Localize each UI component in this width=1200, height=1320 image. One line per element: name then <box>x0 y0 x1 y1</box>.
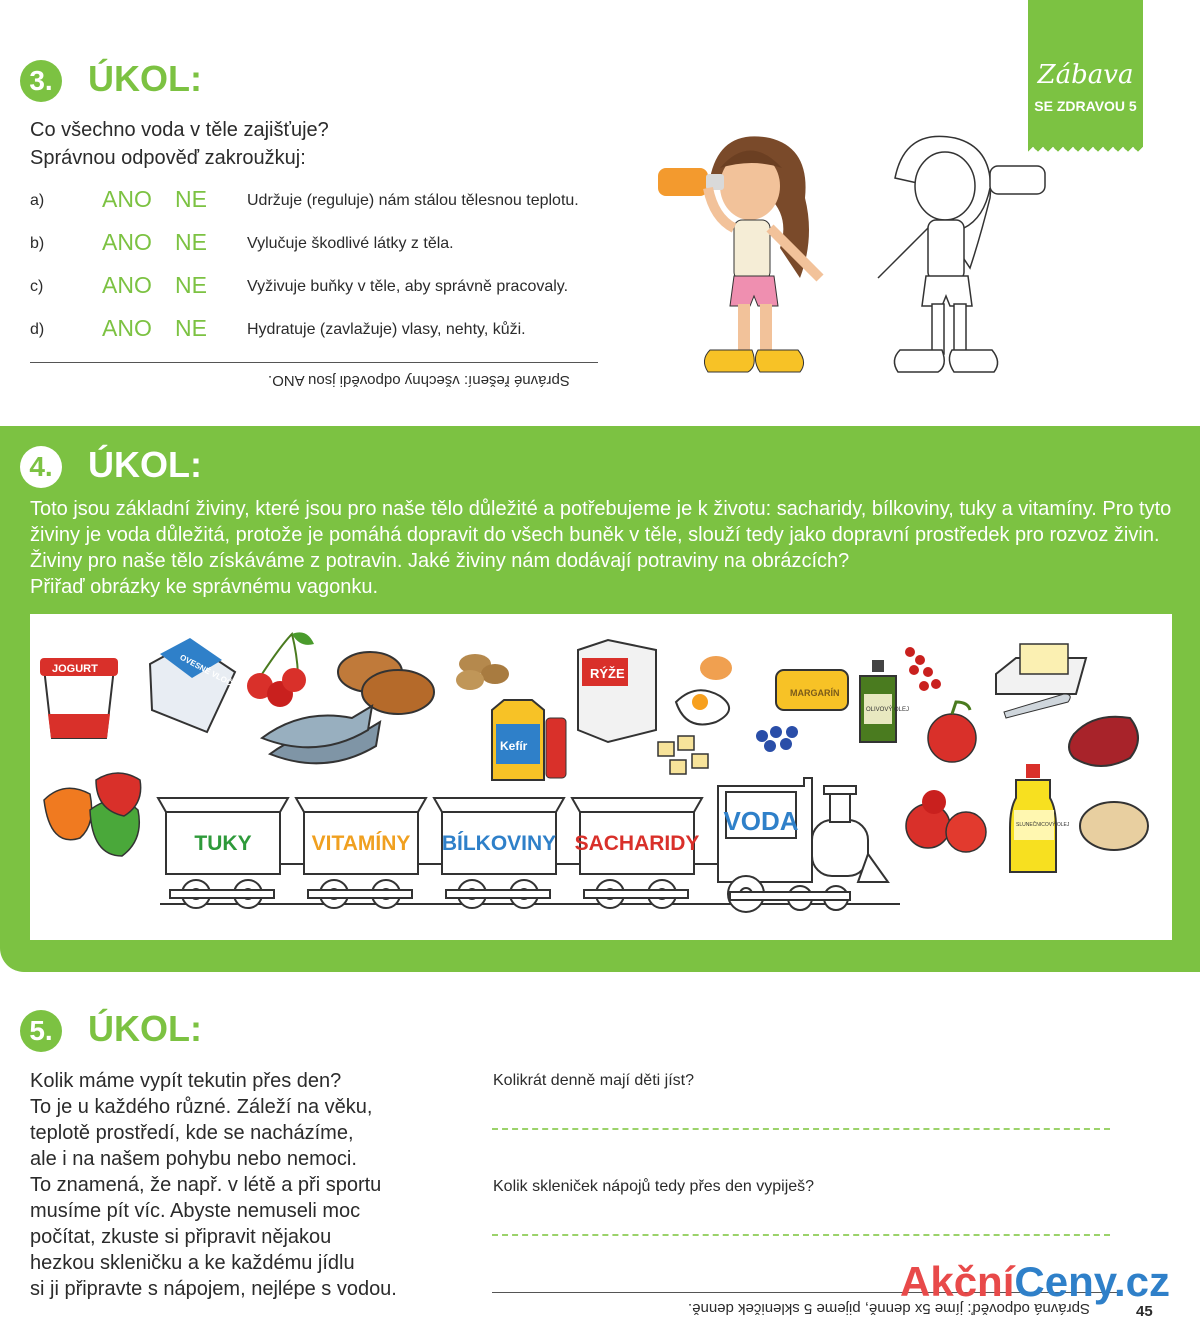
steak-icon <box>1069 717 1138 766</box>
wagon-label-proteins: BÍLKOVINY <box>441 832 557 855</box>
oats-bag-icon <box>150 638 244 732</box>
task-5-text-line: To znamená, že např. v létě a při sportu <box>30 1174 382 1196</box>
yogurt-icon <box>40 658 118 738</box>
ribbon-title: Zábava <box>1037 60 1134 90</box>
food-train-panel <box>30 614 1172 940</box>
answer-no[interactable]: NE <box>175 272 207 298</box>
task-4-paragraph: Toto jsou základní živiny, které jsou pro naše tělo důležité a potřebujeme je k životu: sacharidy, bílkoviny, tuky a vitamíny. Pro tyto živiny je voda důležitá, protože je pomáhá dopravit do všech buněk v těle, slouží tedy jako dopravní prostředek pro rozvoz živin. Živiny pro naše tělo získáváme z potravin. Jaké živiny nám dodávají potraviny na obrázcích? <box>30 498 1172 572</box>
egg-icon <box>676 656 732 725</box>
cherries-icon <box>247 632 314 707</box>
answer-yes[interactable]: ANO <box>102 315 152 341</box>
task-4-instruction: Přiřaď obrázky ke správnému vagonku. <box>30 576 379 598</box>
potatoes-icon <box>456 654 509 690</box>
yogurt-label: JOGURT <box>52 663 98 675</box>
food-train-illustration <box>30 614 1172 940</box>
rice-box-icon <box>578 640 656 742</box>
option-text: Hydratuje (zavlažuje) vlasy, nehty, kůži. <box>247 321 526 338</box>
margarine-label: MARGARÍN <box>790 688 840 698</box>
task-4 <box>0 426 1200 972</box>
task-5-text-line: Kolik máme vypít tekutin přes den? <box>30 1070 342 1092</box>
option-letter: b) <box>30 235 45 252</box>
option-letter: c) <box>30 278 44 295</box>
task-5-text-line: hezkou skleničku a ke každému jídlu <box>30 1252 355 1274</box>
option-text: Vyživuje buňky v těle, aby správně pracovaly. <box>247 278 569 295</box>
page-number: 45 <box>1136 1303 1153 1320</box>
task-3-solution: Správné řešení: všechny odpovědi jsou ANO. <box>268 372 570 389</box>
watermark-logo <box>900 1258 1170 1306</box>
task-5-text-line: ale i na našem pohybu nebo nemoci. <box>30 1148 357 1170</box>
red-currants-icon <box>905 647 941 691</box>
divider-line <box>30 362 598 363</box>
task-3-number: 3. <box>20 60 62 102</box>
task-5-question-2: Kolik skleniček nápojů tedy přes den vypiješ? <box>493 1178 815 1195</box>
task-5-text-line: teplotě prostředí, kde se nacházíme, <box>30 1122 354 1144</box>
task-5-text-line: počítat, zkuste si připravit nějakou <box>30 1226 332 1248</box>
wagon-label-carbs: SACHARIDY <box>574 832 700 855</box>
blueberries-icon <box>756 726 798 752</box>
task-3-question <box>30 116 329 172</box>
task-4-text <box>30 496 1190 600</box>
butter-icon <box>996 644 1086 718</box>
option-b <box>30 229 610 259</box>
task-5-text-line: si ji připravte s nápojem, nejlépe s vodou. <box>30 1278 397 1300</box>
answer-no[interactable]: NE <box>175 315 207 341</box>
wagon-label-fats: TUKY <box>194 832 252 855</box>
cheese-pieces-icon <box>658 736 708 774</box>
apple-icon <box>928 702 976 762</box>
task-5-text-line: musíme pít víc. Abyste nemuseli moc <box>30 1200 361 1222</box>
answer-no[interactable]: NE <box>175 186 207 212</box>
task-5-solution: Správná odpověď: jíme 5x denně, pijeme 5 skleniček denně. <box>688 1300 1090 1317</box>
rice-label: RÝŽE <box>590 666 625 681</box>
train-icon <box>158 778 900 912</box>
wagon-label-vitamins: VITAMÍNY <box>311 832 411 855</box>
option-a <box>30 186 610 216</box>
margarine-icon <box>776 670 848 710</box>
option-text: Udržuje (reguluje) nám stálou tělesnou teplotu. <box>247 192 579 209</box>
kefir-label: Kefír <box>500 739 528 753</box>
engine-label-water: VODA <box>723 806 799 836</box>
task-5-title: ÚKOL: <box>88 1008 202 1049</box>
sunflower-oil-label: SLUNEČNICOVÝ OLEJ <box>1016 822 1070 828</box>
option-letter: a) <box>30 192 45 209</box>
task-4-number: 4. <box>20 446 62 488</box>
task-5-text <box>30 1068 450 1302</box>
watermark-part2: Ceny.cz <box>1014 1258 1170 1305</box>
oats-label: OVESNÉ VLOČKY <box>178 652 244 693</box>
tomatoes-icon <box>906 790 986 852</box>
olive-oil-label: OLIVOVÝ OLEJ <box>866 707 910 713</box>
answer-yes[interactable]: ANO <box>102 186 152 212</box>
task-4-title: ÚKOL: <box>88 444 202 485</box>
locomotive <box>718 778 888 912</box>
task-3-question-line2: Správnou odpověď zakroužkuj: <box>30 147 306 169</box>
task-3-title: ÚKOL: <box>88 58 202 99</box>
task-5-number: 5. <box>20 1010 62 1052</box>
answer-yes[interactable]: ANO <box>102 272 152 298</box>
option-letter: d) <box>30 321 45 338</box>
colored-girl-icon <box>658 136 820 372</box>
answer-yes[interactable]: ANO <box>102 229 152 255</box>
watermark-part1: Akční <box>900 1258 1015 1305</box>
outline-girl-icon <box>878 136 1045 372</box>
olive-oil-bottle-icon <box>860 660 909 742</box>
girls-drinking-illustration <box>650 128 1060 394</box>
task-5-text-line: To je u každého různé. Záleží na věku, <box>30 1096 373 1118</box>
option-c <box>30 272 610 302</box>
bun-icon <box>1080 802 1148 850</box>
task-5-question-1: Kolikrát denně mají děti jíst? <box>493 1072 694 1089</box>
ribbon-subtitle: SE ZDRAVOU 5 <box>1034 98 1137 114</box>
fish-icon <box>262 706 380 763</box>
corner-ribbon <box>1028 0 1143 142</box>
option-d <box>30 315 610 345</box>
answer-line-1[interactable] <box>492 1128 1110 1130</box>
option-text: Vylučuje škodlivé látky z těla. <box>247 235 454 252</box>
answer-line-2[interactable] <box>492 1234 1110 1236</box>
sunflower-oil-bottle-icon <box>1010 764 1070 872</box>
task-3-question-line1: Co všechno voda v těle zajišťuje? <box>30 119 329 141</box>
bread-rolls-icon <box>338 652 434 714</box>
kefir-icon <box>492 700 566 780</box>
bell-peppers-icon <box>44 773 141 856</box>
answer-no[interactable]: NE <box>175 229 207 255</box>
